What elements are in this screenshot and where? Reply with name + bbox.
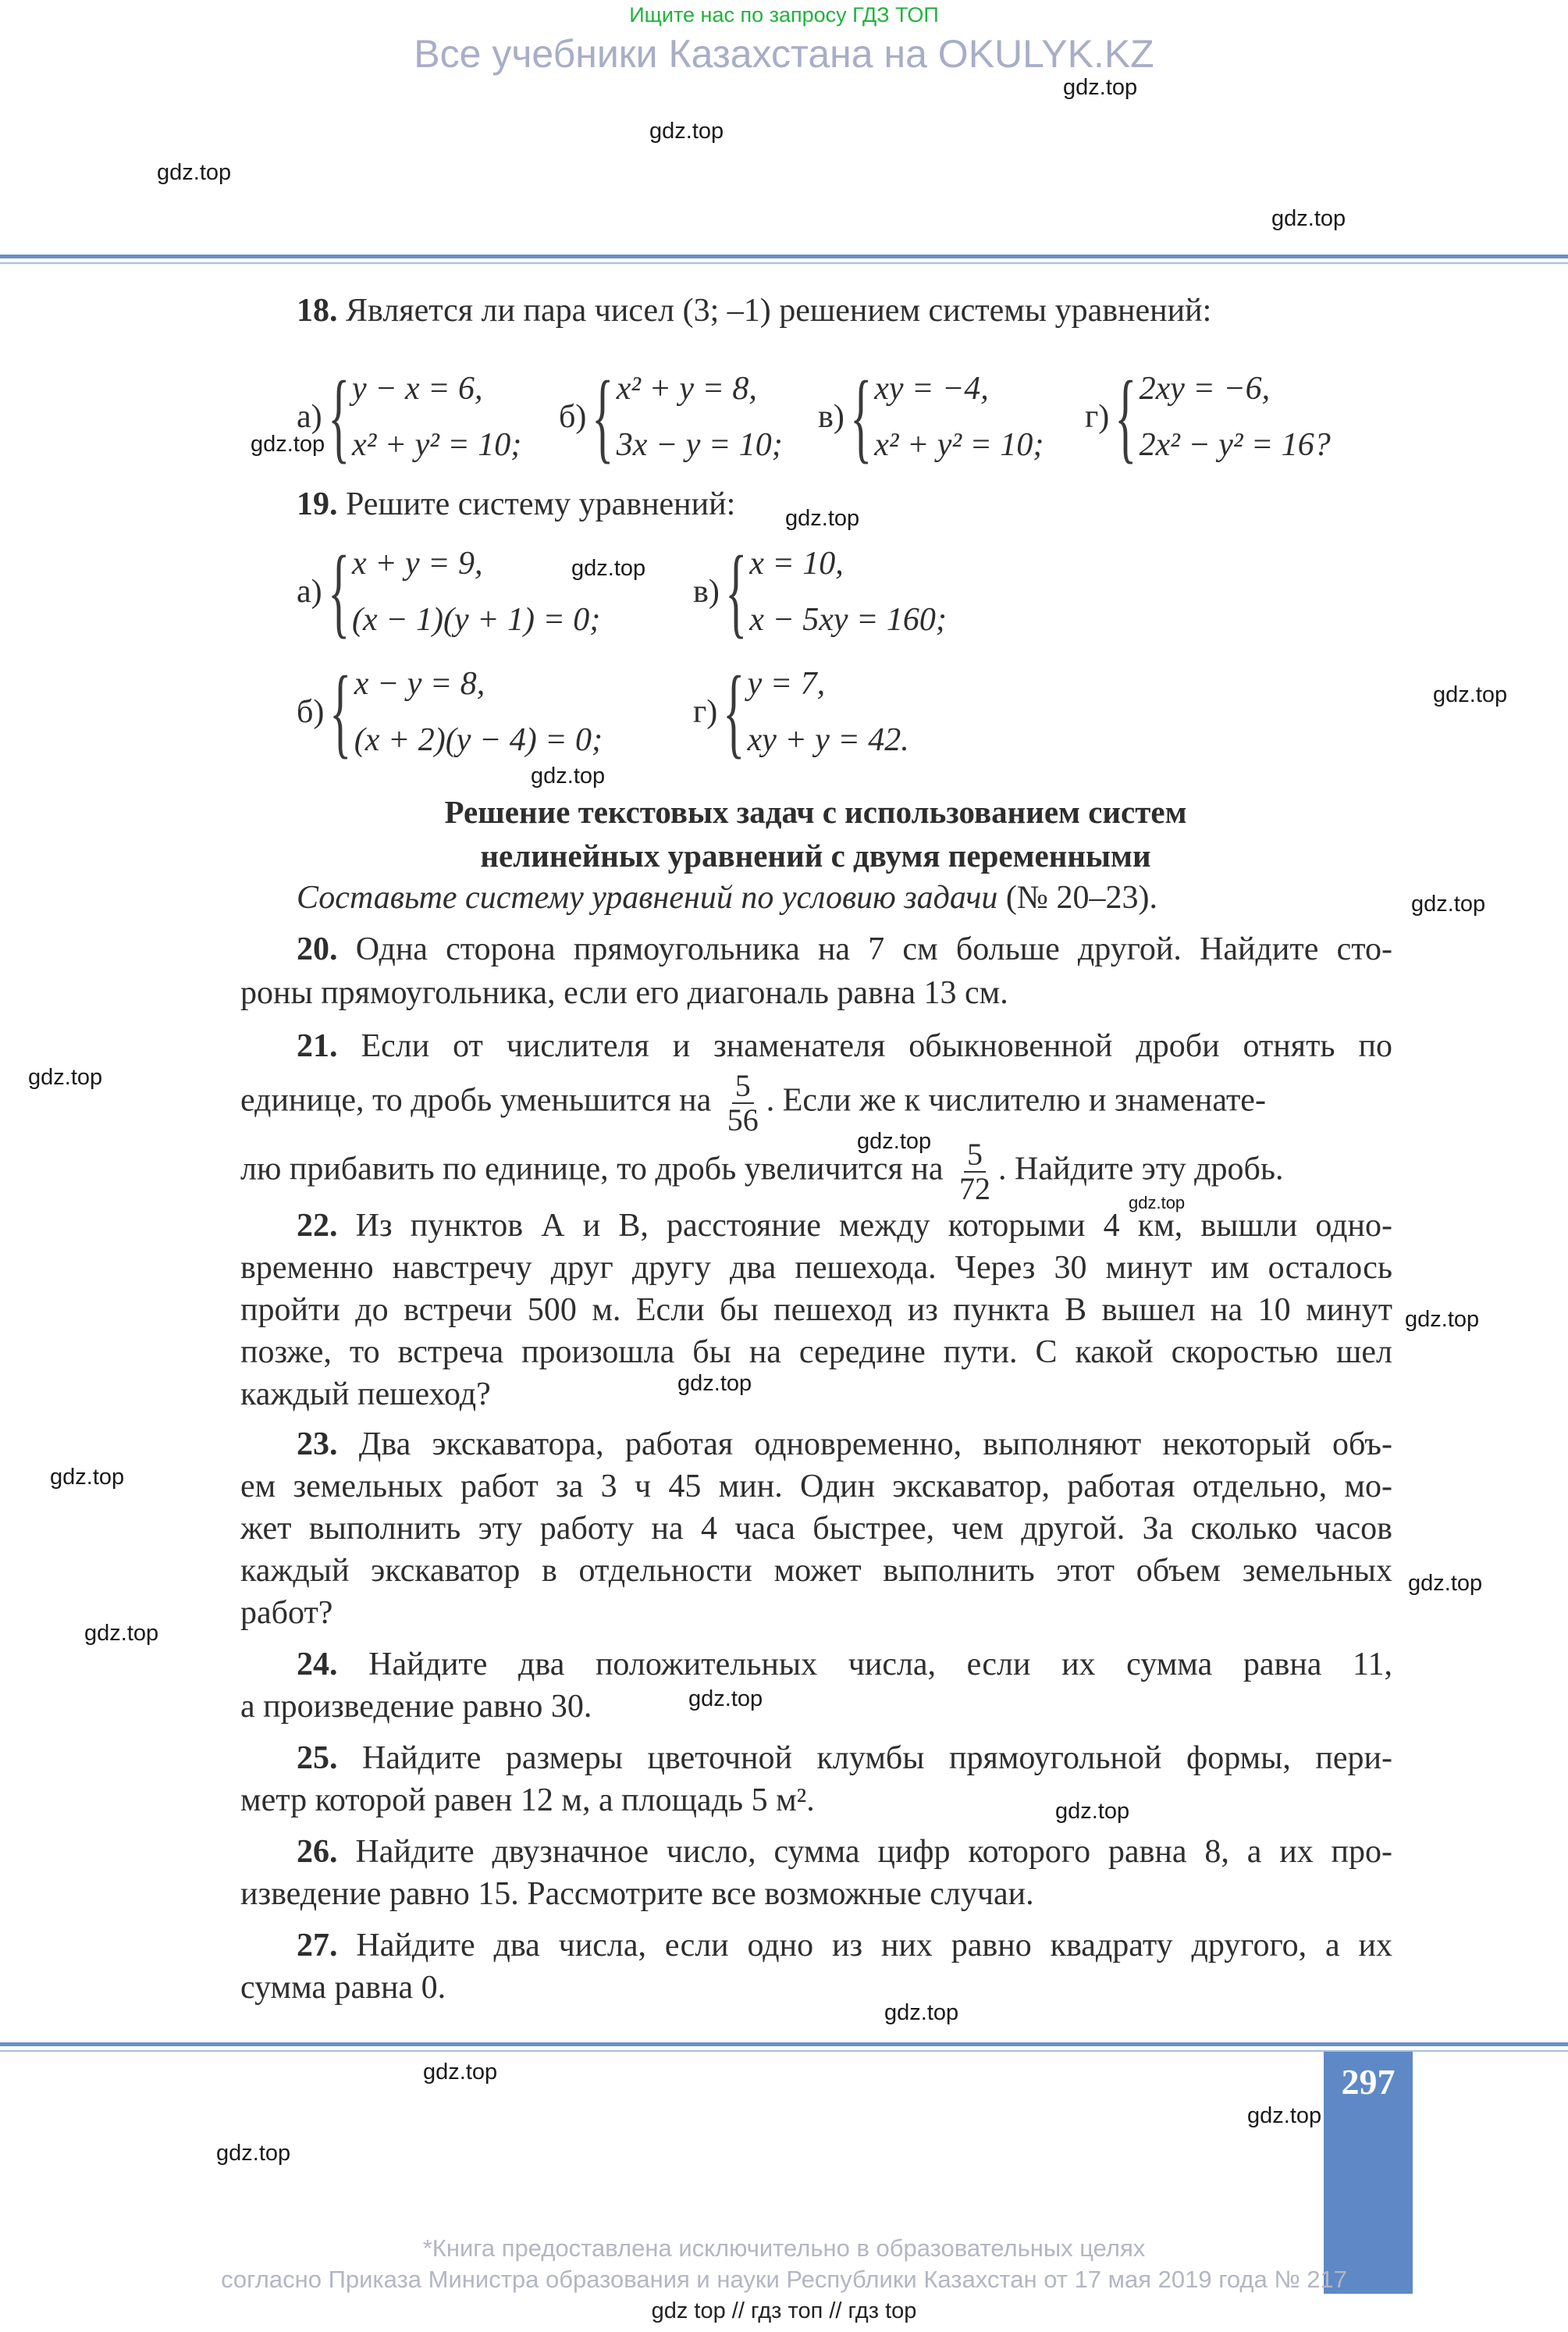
watermark: gdz.top	[1247, 2103, 1322, 2128]
equation: 2xy = −6,	[1139, 371, 1271, 407]
task-21-line-2	[240, 1070, 1266, 1137]
watermark: gdz.top	[1433, 682, 1508, 707]
equation: x² + y² = 10;	[352, 427, 522, 464]
section-title-line-1: Решение текстовых задач с использованием систем	[444, 794, 1187, 830]
task-text: Одна сторона прямоугольника на 7 см больше другой. Найдите сто-	[355, 931, 1392, 967]
watermark: gdz.top	[1405, 1307, 1480, 1332]
fraction-numerator: 5	[964, 1138, 986, 1173]
task-23-line-3: жет выполнить эту работу на 4 часа быстрее, чем другой. За сколько часов	[240, 1511, 1392, 1547]
task-text: Найдите два числа, если одно из них равно квадрату другого, а их	[356, 1928, 1393, 1964]
system-19a	[297, 536, 600, 648]
task-number: 23.	[297, 1426, 338, 1462]
system-19g	[693, 656, 909, 768]
task-text: Из пунктов А и В, расстояние между которыми 4 км, вышли одно-	[355, 1208, 1392, 1244]
task-22-line-5: каждый пешеход?	[240, 1376, 491, 1412]
watermark: gdz.top	[531, 764, 606, 789]
equation: x = 10,	[749, 546, 844, 582]
task-text: Найдите два положительных числа, если их сумма равна 11,	[368, 1647, 1392, 1682]
system-label: в)	[818, 399, 844, 436]
equation: (x + 2)(y − 4) = 0;	[354, 722, 603, 759]
task-text: единице, то дробь уменьшится на	[240, 1082, 712, 1119]
task-number: 26.	[297, 1834, 338, 1870]
brace-icon: {	[327, 536, 350, 649]
task-text: Два экскаватора, работая одновременно, выполняют некоторый объ-	[358, 1426, 1392, 1462]
task-number: 22.	[297, 1208, 338, 1244]
system-18d	[1085, 361, 1331, 473]
task-number: 18.	[297, 293, 338, 329]
brace-icon: {	[592, 361, 614, 474]
watermark: gdz.top	[857, 1129, 932, 1154]
task-text: . Найдите эту дробь.	[998, 1151, 1284, 1187]
brace-icon: {	[1115, 361, 1137, 474]
task-number: 24.	[297, 1647, 338, 1682]
section-instruction	[297, 879, 1157, 917]
system-label: а)	[297, 399, 322, 436]
brace-icon: {	[724, 536, 748, 649]
task-24-line-1	[297, 1646, 1392, 1683]
brace-icon: {	[329, 656, 352, 769]
watermark: gdz.top	[50, 1465, 125, 1490]
task-21-line-1	[297, 1027, 1392, 1065]
task-text: лю прибавить по единице, то дробь увеличится на	[240, 1151, 944, 1187]
watermark: gdz.top	[677, 1371, 752, 1396]
fraction	[724, 1070, 762, 1137]
fraction-numerator: 5	[732, 1070, 754, 1104]
fraction	[956, 1138, 994, 1205]
watermark: gdz.top	[1063, 75, 1138, 100]
watermark: gdz.top	[649, 119, 724, 144]
task-22-line-4: позже, то встреча произошла бы на середине пути. С какой скоростью шел	[240, 1334, 1392, 1370]
page-number: 297	[1341, 2062, 1396, 2102]
equation: x² + y = 8,	[616, 371, 757, 407]
system-label: б)	[559, 399, 587, 436]
equation: y = 7,	[747, 666, 826, 702]
task-text: . Если же к числителю и знаменате-	[766, 1082, 1266, 1119]
task-23-line-5: работ?	[240, 1595, 333, 1631]
brace-icon: {	[849, 361, 873, 474]
task-26-line-1	[297, 1833, 1392, 1871]
task-27-line-2: сумма равна 0.	[240, 1970, 446, 2006]
watermark: gdz.top	[1408, 1571, 1483, 1596]
watermark: gdz.top	[571, 556, 646, 581]
watermark: gdz.top	[423, 2060, 498, 2085]
system-19v	[693, 536, 947, 648]
task-27-line-1	[297, 1927, 1392, 1964]
system-label: а)	[297, 574, 322, 611]
task-23-line-1	[297, 1426, 1392, 1463]
task-text: Найдите размеры цветочной клумбы прямоугольной формы, пери-	[362, 1740, 1393, 1776]
task-25-line-2: метр которой равен 12 м, а площадь 5 м².	[240, 1782, 815, 1818]
task-text: Решите систему уравнений:	[346, 486, 736, 522]
top-divider-thin	[0, 262, 1568, 264]
system-label: б)	[297, 694, 325, 731]
fraction-denominator: 56	[727, 1102, 759, 1138]
task-number: 19.	[297, 486, 338, 522]
task-19	[297, 486, 735, 523]
watermark: gdz.top	[1129, 1193, 1186, 1212]
bottom-divider	[0, 2042, 1568, 2046]
task-number: 25.	[297, 1740, 338, 1776]
task-24-line-2: а произведение равно 30.	[240, 1689, 592, 1725]
system-label: в)	[693, 574, 720, 611]
task-text: Если от числителя и знаменателя обыкновенной дроби отнять по	[361, 1028, 1392, 1064]
system-18b	[559, 361, 783, 473]
watermark: gdz.top	[1055, 1799, 1130, 1824]
task-20-line-1	[297, 931, 1392, 968]
task-20-line-2: роны прямоугольника, если его диагональ равна 13 см.	[240, 975, 1008, 1011]
equation: y − x = 6,	[352, 371, 483, 407]
task-21-line-3	[240, 1138, 1284, 1205]
equation: (x − 1)(y + 1) = 0;	[352, 602, 601, 639]
equation: x + y = 9,	[352, 546, 483, 582]
brace-icon: {	[723, 656, 745, 769]
equation: x − y = 8,	[354, 666, 485, 702]
task-23-line-2: ем земельных работ за 3 ч 45 мин. Один экскаватор, работая отдельно, мо-	[240, 1469, 1392, 1504]
section-title-line-2: нелинейных уравнений с двумя переменными	[480, 838, 1151, 874]
watermark: gdz.top	[1411, 892, 1486, 917]
fraction-denominator: 72	[959, 1171, 990, 1206]
system-label: г)	[693, 694, 718, 731]
instruction-range: (№ 20–23).	[1005, 880, 1157, 916]
footer-links[interactable]: gdz top // гдз топ // гдз top	[651, 2298, 917, 2323]
system-label: г)	[1085, 399, 1110, 436]
top-promo-text: Ищите нас по запросу ГДЗ ТОП	[629, 3, 939, 27]
watermark: gdz.top	[157, 160, 232, 185]
brace-icon: {	[327, 361, 350, 474]
top-banner-text: Все учебники Казахстана на OKULYK.KZ	[414, 32, 1154, 76]
watermark: gdz.top	[251, 432, 325, 457]
system-18a	[297, 361, 521, 473]
watermark: gdz.top	[688, 1686, 763, 1711]
task-text: Является ли пара чисел (3; –1) решением системы уравнений:	[346, 293, 1212, 329]
equation: x − 5xy = 160;	[749, 602, 947, 639]
top-divider	[0, 255, 1568, 258]
task-number: 20.	[297, 931, 338, 967]
equation: 2x² − y² = 16?	[1139, 427, 1331, 464]
equation: xy + y = 42.	[747, 722, 909, 759]
task-26-line-2: изведение равно 15. Рассмотрите все возможные случаи.	[240, 1876, 1034, 1912]
watermark: gdz.top	[1271, 206, 1346, 231]
task-number: 21.	[297, 1028, 338, 1064]
task-text: Найдите двузначное число, сумма цифр которого равна 8, а их про-	[355, 1834, 1393, 1870]
task-18	[297, 292, 1211, 329]
task-23-line-4: каждый экскаватор в отдельности может выполнить этот объем земельных	[240, 1553, 1392, 1589]
equation: x² + y² = 10;	[874, 427, 1044, 464]
footer-disclaimer-line-1: *Книга предоставлена исключительно в образовательных целях	[422, 2234, 1146, 2262]
task-25-line-1	[297, 1739, 1392, 1777]
watermark: gdz.top	[28, 1065, 103, 1090]
watermark: gdz.top	[785, 506, 860, 531]
task-22-line-1	[297, 1207, 1392, 1244]
footer-disclaimer-line-2: согласно Приказа Министра образования и науки Республики Казахстан от 17 мая 2019 года № 217	[221, 2266, 1347, 2293]
equation: 3x − y = 10;	[616, 427, 783, 464]
instruction-text: Составьте систему уравнений по условию задачи	[297, 880, 998, 916]
task-22-line-3: пройти до встречи 500 м. Если бы пешеход из пункта В вышел на 10 минут	[240, 1292, 1392, 1328]
equation: xy = −4,	[874, 371, 989, 407]
watermark: gdz.top	[884, 2000, 959, 2025]
watermark: gdz.top	[216, 2141, 291, 2166]
system-19b	[297, 656, 603, 768]
task-number: 27.	[297, 1928, 338, 1964]
task-22-line-2: временно навстречу друг другу два пешехода. Через 30 минут им осталось	[240, 1250, 1392, 1286]
watermark: gdz.top	[84, 1621, 159, 1646]
system-18c	[818, 361, 1044, 473]
